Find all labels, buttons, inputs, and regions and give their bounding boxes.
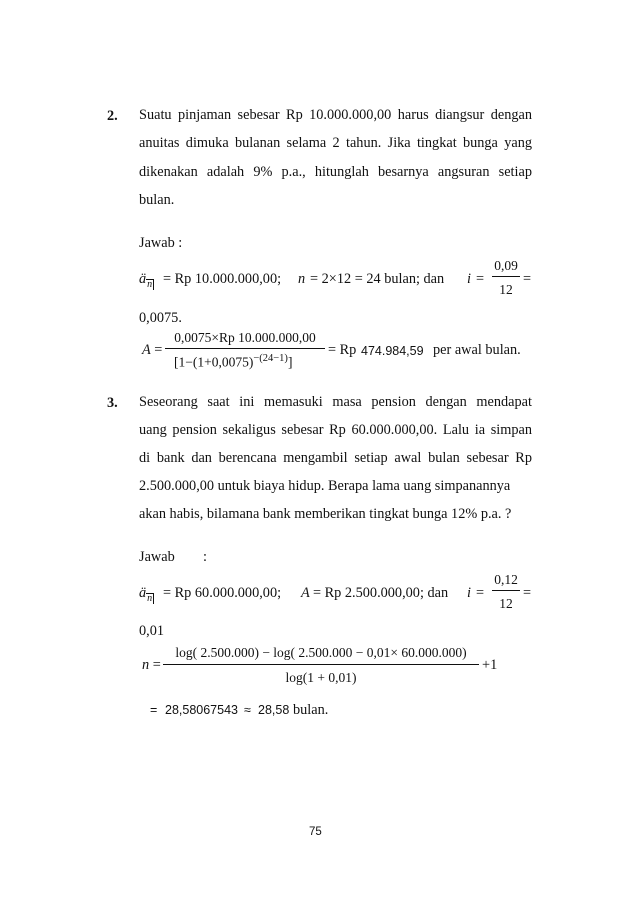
i-numerator: 0,09 [494, 258, 518, 273]
annuity-due-symbol: än [139, 271, 153, 290]
i-value: 0,0075. [139, 310, 182, 326]
i-equals-trailing: = [523, 271, 532, 287]
problem-3-line-5: akan habis, bilamana bank memberikan tingkat bunga 12% p.a. ? [139, 506, 512, 522]
formula-equals: = Rp [328, 342, 357, 358]
formula-suffix: per awal bulan. [433, 342, 521, 358]
i-value: 0,01 [139, 623, 165, 639]
i-fraction-bar [492, 276, 520, 277]
problem-2-line-1: Suatu pinjaman sebesar Rp 10.000.000,00 harus diangsur dengan [139, 107, 532, 123]
formula-lhs: n = [142, 657, 161, 673]
formula-result: 474.984,59 [361, 344, 424, 358]
formula-numerator: 0,0075×Rp 10.000.000,00 [174, 330, 316, 345]
savings-amount: = Rp 60.000.000,00; [163, 585, 282, 601]
formula-tail: +1 [482, 657, 498, 673]
i-numerator: 0,12 [494, 572, 518, 587]
problem-3-answer-colon: : [203, 549, 207, 565]
loan-amount: = Rp 10.000.000,00; [163, 271, 282, 287]
n-value: = 2×12 = 24 bulan; dan [310, 271, 445, 287]
problem-2-line-4: bulan. [139, 192, 175, 208]
problem-3-line-2: uang pension sekaligus sebesar Rp 60.000.000,00. Lalu ia simpan [139, 422, 532, 438]
problem-3-line-3: di bank dan berencana mengambil setiap awal bulan sebesar Rp [139, 450, 532, 466]
formula-denominator: $[1-(1+0,0075)^{-(24-1)}]$ [174, 353, 293, 370]
i-denominator: 12 [499, 596, 513, 611]
i-variable: i [467, 271, 471, 287]
rounded-value: 28,58 [258, 703, 290, 717]
a-variable: A [301, 585, 310, 601]
i-denominator: 12 [499, 282, 513, 297]
problem-3-line-1: Seseorang saat ini memasuki masa pension dengan mendapat [139, 394, 532, 410]
i-fraction-bar [492, 590, 520, 591]
problem-2-line-2: anuitas dimuka bulanan selama 2 tahun. Jika tingkat bunga yang [139, 135, 532, 151]
problem-3-number: 3. [107, 395, 118, 411]
withdrawal-amount: = Rp 2.500.000,00; dan [313, 585, 449, 601]
formula-denominator: log(1 + 0,01) [285, 670, 357, 685]
annuity-due-symbol: än [139, 585, 153, 604]
problem-3-answer-label: Jawab [139, 549, 175, 565]
i-equals-trailing: = [523, 585, 532, 601]
problem-2-line-3: dikenakan adalah 9% p.a., hitunglah besarnya angsuran setiap [139, 164, 532, 180]
approx-sign: ≈ [244, 703, 251, 717]
problem-2-number: 2. [107, 108, 118, 124]
result-value: 28,58067543 [165, 703, 238, 717]
problem-2-answer-label: Jawab : [139, 235, 183, 251]
formula-numerator: log( 2.500.000) − log( 2.500.000 − 0,01× 60.000.000) [175, 645, 467, 660]
i-equals: = [476, 271, 485, 287]
formula-fraction-bar [163, 664, 479, 665]
problem-3-line-4: 2.500.000,00 untuk biaya hidup. Berapa lama uang simpanannya [139, 478, 511, 494]
result-equals: = [150, 703, 158, 717]
formula-lhs: A = [142, 342, 163, 358]
i-equals: = [476, 585, 485, 601]
n-variable: n [298, 271, 306, 287]
i-variable: i [467, 585, 471, 601]
formula-fraction-bar [165, 348, 325, 349]
result-unit: bulan. [293, 702, 329, 718]
page-number: 75 [309, 826, 322, 838]
